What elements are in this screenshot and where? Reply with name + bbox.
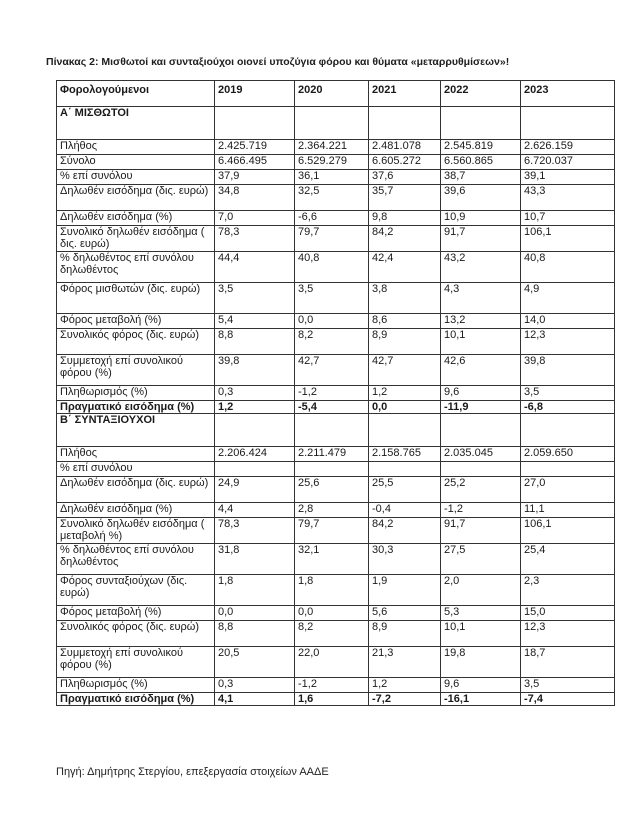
- row-label: Συνολικός φόρος (δις. ευρώ): [57, 329, 215, 355]
- table-cell: 7,0: [215, 211, 295, 226]
- table-cell: -11,9: [441, 401, 521, 414]
- table-cell: 5,4: [215, 314, 295, 329]
- table-row: [57, 386, 615, 401]
- table-cell: 30,3: [369, 544, 441, 575]
- table-row: [57, 678, 615, 693]
- table-cell: 79,7: [295, 226, 369, 252]
- table-row: [57, 140, 615, 155]
- table-cell: 1,2: [369, 678, 441, 693]
- table-row: [57, 544, 615, 575]
- table-cell: 34,8: [215, 185, 295, 211]
- table-cell: 9,6: [441, 678, 521, 693]
- table-cell: 4,3: [441, 283, 521, 314]
- table-cell: -1,2: [441, 503, 521, 518]
- table-row: [57, 211, 615, 226]
- table-cell: 42,6: [441, 355, 521, 386]
- table-cell: 8,8: [215, 621, 295, 647]
- table-cell: 13,2: [441, 314, 521, 329]
- table-cell: 25,2: [441, 477, 521, 503]
- table-cell: 27,0: [521, 477, 615, 503]
- table-row: [57, 355, 615, 386]
- table-cell: 2,3: [521, 575, 615, 606]
- table-row: [57, 477, 615, 503]
- table-cell: 19,8: [441, 647, 521, 678]
- section-label: Β΄ ΣΥΝΤΑΞΙΟΥΧΟΙ: [57, 414, 215, 447]
- table-cell: [521, 107, 615, 140]
- table-cell: 21,3: [369, 647, 441, 678]
- table-cell: [295, 414, 369, 447]
- table-cell: [441, 462, 521, 477]
- table-cell: 32,1: [295, 544, 369, 575]
- table-cell: -16,1: [441, 693, 521, 706]
- table-cell: 6.605.272: [369, 155, 441, 170]
- table-cell: 1,8: [295, 575, 369, 606]
- table-cell: 2.158.765: [369, 447, 441, 462]
- row-label: % επί συνόλου: [57, 170, 215, 185]
- table-cell: 43,3: [521, 185, 615, 211]
- table-cell: 91,7: [441, 518, 521, 544]
- row-label: Συμμετοχή επί συνολικού φόρου (%): [57, 647, 215, 678]
- table-cell: 12,3: [521, 621, 615, 647]
- table-cell: -7,4: [521, 693, 615, 706]
- row-label: % δηλωθέντος επί συνόλου δηλωθέντος: [57, 252, 215, 283]
- table-cell: 2.481.078: [369, 140, 441, 155]
- table-cell: 4,4: [215, 503, 295, 518]
- table-body: [57, 107, 615, 706]
- table-row: [57, 647, 615, 678]
- table-row: [57, 314, 615, 329]
- table-cell: 25,4: [521, 544, 615, 575]
- section-row: [57, 107, 615, 140]
- table-cell: [369, 414, 441, 447]
- table-cell: [369, 462, 441, 477]
- table-cell: [215, 107, 295, 140]
- header-cell: 2019: [215, 81, 295, 107]
- table-cell: 1,6: [295, 693, 369, 706]
- table-cell: 84,2: [369, 226, 441, 252]
- table-row: [57, 329, 615, 355]
- table-cell: 2.059.650: [521, 447, 615, 462]
- table-row: [57, 155, 615, 170]
- row-label: Συμμετοχή επί συνολικού φόρου (%): [57, 355, 215, 386]
- table-cell: 10,9: [441, 211, 521, 226]
- table-cell: 0,0: [369, 401, 441, 414]
- row-label: Πλήθος: [57, 447, 215, 462]
- table-cell: [215, 414, 295, 447]
- table-cell: 0,3: [215, 386, 295, 401]
- row-label: Πληθωρισμός (%): [57, 386, 215, 401]
- table-cell: [295, 462, 369, 477]
- table-row: [57, 462, 615, 477]
- table-row: [57, 606, 615, 621]
- table-cell: 38,7: [441, 170, 521, 185]
- table-cell: 3,8: [369, 283, 441, 314]
- table-row: [57, 401, 615, 414]
- table-cell: 27,5: [441, 544, 521, 575]
- table-row: [57, 252, 615, 283]
- table-cell: 2.206.424: [215, 447, 295, 462]
- table-cell: 39,8: [215, 355, 295, 386]
- table-row: [57, 575, 615, 606]
- row-label: Φόρος μεταβολή (%): [57, 314, 215, 329]
- table-cell: 1,8: [215, 575, 295, 606]
- header-cell: Φορολογούμενοι: [57, 81, 215, 107]
- table-cell: 2.035.045: [441, 447, 521, 462]
- table-cell: 42,7: [295, 355, 369, 386]
- table-cell: 1,2: [369, 386, 441, 401]
- table-cell: 9,6: [441, 386, 521, 401]
- table-cell: 84,2: [369, 518, 441, 544]
- table-cell: 25,5: [369, 477, 441, 503]
- table-cell: -0,4: [369, 503, 441, 518]
- section-label: Α΄ ΜΙΣΘΩΤΟΙ: [57, 107, 215, 140]
- table-cell: 42,4: [369, 252, 441, 283]
- table-cell: 22,0: [295, 647, 369, 678]
- table-cell: 0,0: [295, 314, 369, 329]
- table-cell: 43,2: [441, 252, 521, 283]
- header-cell: 2023: [521, 81, 615, 107]
- table-cell: 4,9: [521, 283, 615, 314]
- table-cell: 79,7: [295, 518, 369, 544]
- table-row: [57, 170, 615, 185]
- table-cell: 6.720.037: [521, 155, 615, 170]
- table-cell: 36,1: [295, 170, 369, 185]
- table-cell: [369, 107, 441, 140]
- table-cell: 0,3: [215, 678, 295, 693]
- table-cell: 1,2: [215, 401, 295, 414]
- header-cell: 2021: [369, 81, 441, 107]
- table-cell: 37,9: [215, 170, 295, 185]
- table-row: [57, 447, 615, 462]
- table-cell: 8,8: [215, 329, 295, 355]
- table-cell: 2.545.819: [441, 140, 521, 155]
- table-cell: 8,2: [295, 621, 369, 647]
- table-cell: 2.211.479: [295, 447, 369, 462]
- table-cell: 35,7: [369, 185, 441, 211]
- table-row: [57, 518, 615, 544]
- table-cell: 8,2: [295, 329, 369, 355]
- table-cell: 39,8: [521, 355, 615, 386]
- table-cell: 106,1: [521, 226, 615, 252]
- table-cell: 0,0: [295, 606, 369, 621]
- table-cell: 9,8: [369, 211, 441, 226]
- table-row: [57, 185, 615, 211]
- table-cell: 24,9: [215, 477, 295, 503]
- table-cell: [521, 462, 615, 477]
- table-cell: 39,6: [441, 185, 521, 211]
- row-label: Φόρος μεταβολή (%): [57, 606, 215, 621]
- table-cell: 32,5: [295, 185, 369, 211]
- table-cell: [215, 462, 295, 477]
- table-cell: 78,3: [215, 518, 295, 544]
- row-label: Συνολικό δηλωθέν εισόδημα ( μεταβολή %): [57, 518, 215, 544]
- row-label: Δηλωθέν εισόδημα (%): [57, 503, 215, 518]
- table-cell: 2,0: [441, 575, 521, 606]
- row-label: Φόρος συνταξιούχων (δις. ευρώ): [57, 575, 215, 606]
- table-cell: 6.529.279: [295, 155, 369, 170]
- row-label: Δηλωθέν εισόδημα (%): [57, 211, 215, 226]
- row-label: Δηλωθέν εισόδημα (δις. ευρώ): [57, 477, 215, 503]
- table-cell: -5,4: [295, 401, 369, 414]
- table-row: [57, 503, 615, 518]
- table-cell: 2.364.221: [295, 140, 369, 155]
- table-cell: 3,5: [215, 283, 295, 314]
- table-cell: 4,1: [215, 693, 295, 706]
- header-cell: 2020: [295, 81, 369, 107]
- table-cell: 2,8: [295, 503, 369, 518]
- table-cell: 3,5: [521, 386, 615, 401]
- table-cell: 3,5: [295, 283, 369, 314]
- row-label: Πλήθος: [57, 140, 215, 155]
- table-cell: 18,7: [521, 647, 615, 678]
- table-row: [57, 226, 615, 252]
- table-cell: 8,6: [369, 314, 441, 329]
- table-cell: 39,1: [521, 170, 615, 185]
- table-cell: 8,9: [369, 621, 441, 647]
- table-cell: 6.466.495: [215, 155, 295, 170]
- table-row: [57, 283, 615, 314]
- table-cell: -6,8: [521, 401, 615, 414]
- table-cell: -6,6: [295, 211, 369, 226]
- table-row: [57, 693, 615, 706]
- table-cell: [295, 107, 369, 140]
- table-cell: 40,8: [521, 252, 615, 283]
- table-cell: 20,5: [215, 647, 295, 678]
- row-label: Πραγματικό εισόδημα (%): [57, 401, 215, 414]
- row-label: Συνολικός φόρος (δις. ευρώ): [57, 621, 215, 647]
- section-row: [57, 414, 615, 447]
- table-cell: 2.626.159: [521, 140, 615, 155]
- table-cell: 40,8: [295, 252, 369, 283]
- source-note: Πηγή: Δημήτρης Στεργίου, επεξεργασία στοιχείων ΑΑΔΕ: [56, 766, 329, 778]
- table-cell: -1,2: [295, 386, 369, 401]
- table-row: [57, 621, 615, 647]
- header-cell: 2022: [441, 81, 521, 107]
- table-cell: 6.560.865: [441, 155, 521, 170]
- table-cell: 0,0: [215, 606, 295, 621]
- row-label: % δηλωθέντος επί συνόλου δηλωθέντος: [57, 544, 215, 575]
- table-cell: 91,7: [441, 226, 521, 252]
- table-cell: 11,1: [521, 503, 615, 518]
- table-cell: 12,3: [521, 329, 615, 355]
- table-cell: 3,5: [521, 678, 615, 693]
- table-cell: -7,2: [369, 693, 441, 706]
- row-label: Πραγματικό εισόδημα (%): [57, 693, 215, 706]
- table-cell: 10,1: [441, 329, 521, 355]
- table-header-row: [57, 81, 615, 107]
- table-cell: 14,0: [521, 314, 615, 329]
- table-cell: 5,3: [441, 606, 521, 621]
- table-cell: 8,9: [369, 329, 441, 355]
- table-cell: [441, 414, 521, 447]
- row-label: Πληθωρισμός (%): [57, 678, 215, 693]
- table-cell: 37,6: [369, 170, 441, 185]
- row-label: Δηλωθέν εισόδημα (δις. ευρώ): [57, 185, 215, 211]
- tax-table: [56, 80, 615, 706]
- table-cell: 10,7: [521, 211, 615, 226]
- table-cell: 78,3: [215, 226, 295, 252]
- table-cell: -1,2: [295, 678, 369, 693]
- table-cell: [521, 414, 615, 447]
- table-cell: [441, 107, 521, 140]
- table-cell: 106,1: [521, 518, 615, 544]
- row-label: Σύνολο: [57, 155, 215, 170]
- table-cell: 25,6: [295, 477, 369, 503]
- table-title: Πίνακας 2: Μισθωτοί και συνταξιούχοι οιονεί υποζύγια φόρου και θύματα «μεταρρυθμίσεων»!: [46, 56, 510, 68]
- table-cell: 10,1: [441, 621, 521, 647]
- table-cell: 44,4: [215, 252, 295, 283]
- table-cell: 1,9: [369, 575, 441, 606]
- table-cell: 15,0: [521, 606, 615, 621]
- row-label: Φόρος μισθωτών (δις. ευρώ): [57, 283, 215, 314]
- row-label: % επί συνόλου: [57, 462, 215, 477]
- row-label: Συνολικό δηλωθέν εισόδημα ( δις. ευρώ): [57, 226, 215, 252]
- table-cell: 2.425.719: [215, 140, 295, 155]
- table-cell: 5,6: [369, 606, 441, 621]
- table-cell: 31,8: [215, 544, 295, 575]
- table-cell: 42,7: [369, 355, 441, 386]
